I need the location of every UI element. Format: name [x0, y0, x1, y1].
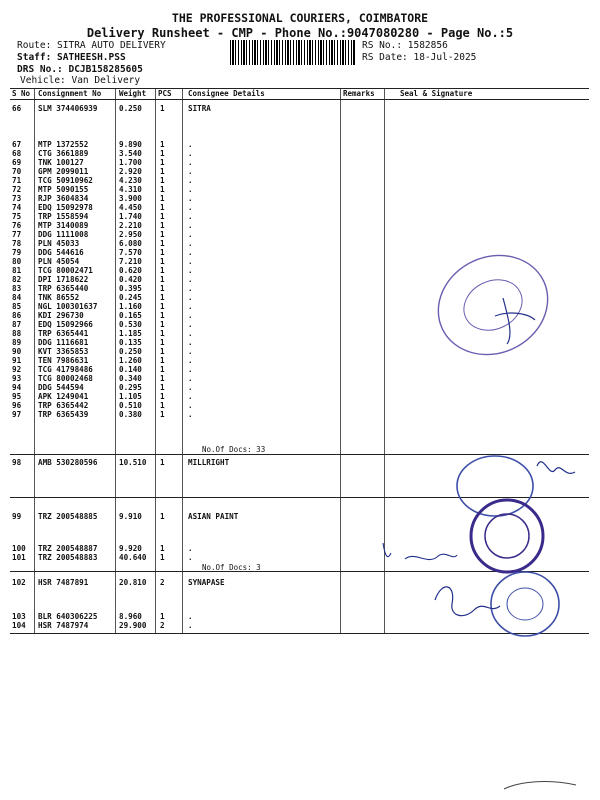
row-consignee: .: [188, 203, 193, 212]
row-sno: 86: [12, 311, 22, 320]
runsheet-title: Delivery Runsheet - CMP - Phone No.:9047080280 - Page No.:5: [86, 26, 514, 40]
table-row: [10, 185, 589, 194]
vehicle-label: Vehicle: Van Delivery: [20, 75, 141, 86]
row-weight: 29.900: [119, 621, 147, 630]
table-row: [10, 212, 589, 221]
row-weight: 3.540: [119, 149, 142, 158]
row-sno: 93: [12, 374, 22, 383]
row-weight: 0.250: [119, 104, 142, 113]
row-pcs: 1: [160, 185, 165, 194]
table-row: [10, 401, 589, 410]
rs-date: RS Date: 18-Jul-2025: [362, 52, 477, 63]
row-weight: 1.105: [119, 392, 142, 401]
row-pcs: 1: [160, 374, 165, 383]
row-pcs: 1: [160, 356, 165, 365]
synapse-stamp: [430, 570, 565, 640]
row-consignee: .: [188, 239, 193, 248]
row-consignee: .: [188, 212, 193, 221]
row-pcs: 1: [160, 302, 165, 311]
row-pcs: 1: [160, 194, 165, 203]
row-sno: 99: [12, 512, 22, 521]
row-consignment: TRP 6365441: [38, 329, 89, 338]
row-sno: 69: [12, 158, 22, 167]
row-pcs: 1: [160, 383, 165, 392]
sitra-stamp: [425, 240, 565, 375]
table-row: [10, 176, 589, 185]
row-pcs: 1: [160, 158, 165, 167]
row-pcs: 1: [160, 221, 165, 230]
table-row: [10, 167, 589, 176]
row-sno: 101: [12, 553, 26, 562]
row-sno: 92: [12, 365, 22, 374]
row-consignee: .: [188, 553, 193, 562]
row-consignment: TCG 41798486: [38, 365, 93, 374]
table-row: [10, 194, 589, 203]
row-consignment: TRZ 200548887: [38, 544, 98, 553]
table-row: [10, 383, 589, 392]
row-pcs: 1: [160, 149, 165, 158]
row-pcs: 1: [160, 167, 165, 176]
row-pcs: 1: [160, 230, 165, 239]
row-weight: 0.245: [119, 293, 142, 302]
row-consignee: MILLRIGHT: [188, 458, 230, 467]
row-consignee: .: [188, 320, 193, 329]
row-weight: 1.700: [119, 158, 142, 167]
row-consignee: .: [188, 158, 193, 167]
row-sno: 85: [12, 302, 22, 311]
row-consignee: .: [188, 257, 193, 266]
row-sno: 97: [12, 410, 22, 419]
doc-count: No.Of Docs: 33: [202, 445, 266, 454]
row-weight: 0.395: [119, 284, 142, 293]
row-weight: 4.310: [119, 185, 142, 194]
row-consignment: GPM 2099011: [38, 167, 89, 176]
row-weight: 0.340: [119, 374, 142, 383]
row-sno: 91: [12, 356, 22, 365]
row-consignee: .: [188, 392, 193, 401]
row-sno: 95: [12, 392, 22, 401]
row-pcs: 1: [160, 140, 165, 149]
page-corner-mark: [500, 775, 580, 795]
row-weight: 20.810: [119, 578, 147, 587]
row-consignment: RJP 3604834: [38, 194, 89, 203]
row-weight: 2.950: [119, 230, 142, 239]
row-pcs: 1: [160, 239, 165, 248]
row-weight: 1.160: [119, 302, 142, 311]
row-pcs: 1: [160, 401, 165, 410]
row-weight: 4.450: [119, 203, 142, 212]
row-sno: 68: [12, 149, 22, 158]
row-pcs: 1: [160, 544, 165, 553]
row-sno: 94: [12, 383, 22, 392]
row-sno: 81: [12, 266, 22, 275]
millright-stamp: [455, 448, 580, 588]
row-weight: 0.420: [119, 275, 142, 284]
header-sno: S No: [12, 89, 31, 98]
row-consignment: MTP 3140089: [38, 221, 89, 230]
row-consignment: TRZ 200548885: [38, 512, 98, 521]
row-consignee: .: [188, 612, 193, 621]
row-consignment: DPI 1718622: [38, 275, 89, 284]
row-consignee: SITRA: [188, 104, 211, 113]
row-sno: 103: [12, 612, 26, 621]
row-consignee: .: [188, 230, 193, 239]
table-row: [10, 149, 589, 158]
row-consignment: EDQ 15092978: [38, 203, 93, 212]
header-remarks: Remarks: [343, 89, 375, 98]
asian-signature: [375, 525, 460, 575]
row-consignee: .: [188, 293, 193, 302]
row-sno: 90: [12, 347, 22, 356]
row-consignment: TNK 86552: [38, 293, 80, 302]
row-weight: 1.260: [119, 356, 142, 365]
table-row: [10, 221, 589, 230]
row-weight: 0.380: [119, 410, 142, 419]
row-pcs: 1: [160, 512, 165, 521]
row-consignment: TEN 7986631: [38, 356, 89, 365]
table-row: [10, 374, 589, 383]
row-consignment: PLN 45054: [38, 257, 80, 266]
row-consignee: .: [188, 275, 193, 284]
header-consignee: Consignee Details: [188, 89, 265, 98]
rs-number: RS No.: 1582856: [362, 40, 448, 51]
row-consignee: .: [188, 544, 193, 553]
row-pcs: 1: [160, 293, 165, 302]
staff-label: Staff: SATHEESH.PSS: [17, 52, 126, 63]
row-consignment: NGL 100301637: [38, 302, 98, 311]
row-consignment: DDG 1111008: [38, 230, 89, 239]
row-sno: 72: [12, 185, 22, 194]
row-consignment: EDQ 15092966: [38, 320, 93, 329]
table-row: [10, 392, 589, 401]
row-pcs: 1: [160, 311, 165, 320]
row-sno: 70: [12, 167, 22, 176]
row-pcs: 1: [160, 257, 165, 266]
row-sno: 87: [12, 320, 22, 329]
row-sno: 66: [12, 104, 22, 113]
row-consignee: .: [188, 356, 193, 365]
row-weight: 7.570: [119, 248, 142, 257]
header-pcs: PCS: [158, 89, 172, 98]
row-consignment: APK 1249041: [38, 392, 89, 401]
row-consignment: HSR 7487891: [38, 578, 89, 587]
row-consignment: KVT 3365853: [38, 347, 89, 356]
row-consignee: .: [188, 176, 193, 185]
row-consignment: DDG 1116681: [38, 338, 89, 347]
drs-number: DRS No.: DCJB158285605: [17, 64, 143, 75]
row-consignment: TCG 50910962: [38, 176, 93, 185]
header-weight: Weight: [119, 89, 147, 98]
row-consignment: TRZ 200548883: [38, 553, 98, 562]
doc-count: No.Of Docs: 3: [202, 563, 261, 572]
row-weight: 0.295: [119, 383, 142, 392]
row-sno: 80: [12, 257, 22, 266]
row-sno: 83: [12, 284, 22, 293]
row-pcs: 1: [160, 104, 165, 113]
row-weight: 9.910: [119, 512, 142, 521]
row-pcs: 1: [160, 392, 165, 401]
row-pcs: 1: [160, 365, 165, 374]
row-consignment: TRP 6365440: [38, 284, 89, 293]
table-row: [10, 230, 589, 239]
row-weight: 0.530: [119, 320, 142, 329]
row-weight: 0.165: [119, 311, 142, 320]
row-consignment: AMB 530280596: [38, 458, 98, 467]
row-consignee: .: [188, 338, 193, 347]
barcode: [230, 40, 356, 65]
row-weight: 10.510: [119, 458, 147, 467]
table-row: [10, 158, 589, 167]
row-sno: 104: [12, 621, 26, 630]
route-label: Route: SITRA AUTO DELIVERY: [17, 40, 166, 51]
row-consignment: TRP 6365442: [38, 401, 89, 410]
row-weight: 0.510: [119, 401, 142, 410]
row-pcs: 1: [160, 320, 165, 329]
row-consignee: SYNAPASE: [188, 578, 225, 587]
row-consignee: .: [188, 311, 193, 320]
rule: [10, 99, 589, 100]
row-weight: 0.140: [119, 365, 142, 374]
row-consignment: DDG 544616: [38, 248, 84, 257]
header-consignment: Consignment No: [38, 89, 102, 98]
row-consignee: .: [188, 221, 193, 230]
row-pcs: 1: [160, 338, 165, 347]
row-consignee: .: [188, 365, 193, 374]
row-sno: 77: [12, 230, 22, 239]
row-pcs: 1: [160, 248, 165, 257]
row-consignment: TNK 100127: [38, 158, 84, 167]
row-pcs: 1: [160, 347, 165, 356]
row-sno: 88: [12, 329, 22, 338]
row-consignee: .: [188, 140, 193, 149]
row-sno: 78: [12, 239, 22, 248]
row-consignment: PLN 45033: [38, 239, 80, 248]
row-consignee: .: [188, 347, 193, 356]
row-weight: 0.135: [119, 338, 142, 347]
row-sno: 89: [12, 338, 22, 347]
row-weight: 40.640: [119, 553, 147, 562]
row-consignee: .: [188, 302, 193, 311]
row-consignment: TCG 80002471: [38, 266, 93, 275]
row-consignee: .: [188, 401, 193, 410]
row-pcs: 1: [160, 612, 165, 621]
row-pcs: 1: [160, 553, 165, 562]
row-consignee: ASIAN PAINT: [188, 512, 239, 521]
row-consignment: HSR 7487974: [38, 621, 89, 630]
row-weight: 2.210: [119, 221, 142, 230]
table-row: [10, 410, 589, 419]
row-weight: 6.080: [119, 239, 142, 248]
row-consignment: MTP 1372552: [38, 140, 89, 149]
row-weight: 9.920: [119, 544, 142, 553]
row-consignee: .: [188, 185, 193, 194]
row-weight: 2.920: [119, 167, 142, 176]
row-sno: 76: [12, 221, 22, 230]
row-weight: 0.250: [119, 347, 142, 356]
row-weight: 8.960: [119, 612, 142, 621]
row-consignment: BLR 640306225: [38, 612, 98, 621]
row-sno: 74: [12, 203, 22, 212]
row-sno: 98: [12, 458, 22, 467]
row-consignee: .: [188, 248, 193, 257]
row-sno: 100: [12, 544, 26, 553]
row-consignment: DDG 544594: [38, 383, 84, 392]
row-consignee: .: [188, 149, 193, 158]
row-pcs: 1: [160, 329, 165, 338]
row-sno: 75: [12, 212, 22, 221]
row-pcs: 1: [160, 410, 165, 419]
table-row: [10, 140, 589, 149]
row-consignee: .: [188, 329, 193, 338]
row-pcs: 2: [160, 621, 165, 630]
header-seal: Seal & Signature: [400, 89, 473, 98]
row-consignment: MTP 5090155: [38, 185, 89, 194]
row-weight: 7.210: [119, 257, 142, 266]
row-consignment: SLM 374406939: [38, 104, 98, 113]
row-consignee: .: [188, 383, 193, 392]
row-consignment: KDI 296730: [38, 311, 84, 320]
row-consignee: .: [188, 167, 193, 176]
row-weight: 1.185: [119, 329, 142, 338]
row-consignment: TCG 80002468: [38, 374, 93, 383]
row-pcs: 1: [160, 176, 165, 185]
row-weight: 4.230: [119, 176, 142, 185]
row-weight: 0.620: [119, 266, 142, 275]
row-sno: 73: [12, 194, 22, 203]
row-weight: 9.890: [119, 140, 142, 149]
row-pcs: 1: [160, 275, 165, 284]
row-pcs: 2: [160, 578, 165, 587]
table-row: [10, 203, 589, 212]
company-title: THE PROFESSIONAL COURIERS, COIMBATORE: [171, 11, 429, 25]
row-sno: 71: [12, 176, 22, 185]
row-consignment: TRP 6365439: [38, 410, 89, 419]
row-weight: 3.900: [119, 194, 142, 203]
table-row: [10, 104, 589, 113]
row-pcs: 1: [160, 266, 165, 275]
row-pcs: 1: [160, 212, 165, 221]
row-sno: 79: [12, 248, 22, 257]
row-sno: 82: [12, 275, 22, 284]
row-pcs: 1: [160, 203, 165, 212]
row-pcs: 1: [160, 458, 165, 467]
row-consignee: .: [188, 410, 193, 419]
row-sno: 96: [12, 401, 22, 410]
row-consignee: .: [188, 374, 193, 383]
row-pcs: 1: [160, 284, 165, 293]
row-sno: 84: [12, 293, 22, 302]
row-consignment: TRP 1558594: [38, 212, 89, 221]
row-consignee: .: [188, 284, 193, 293]
row-consignee: .: [188, 621, 193, 630]
row-consignment: CTG 3661889: [38, 149, 89, 158]
row-consignee: .: [188, 194, 193, 203]
row-sno: 67: [12, 140, 22, 149]
row-weight: 1.740: [119, 212, 142, 221]
row-consignee: .: [188, 266, 193, 275]
row-sno: 102: [12, 578, 26, 587]
